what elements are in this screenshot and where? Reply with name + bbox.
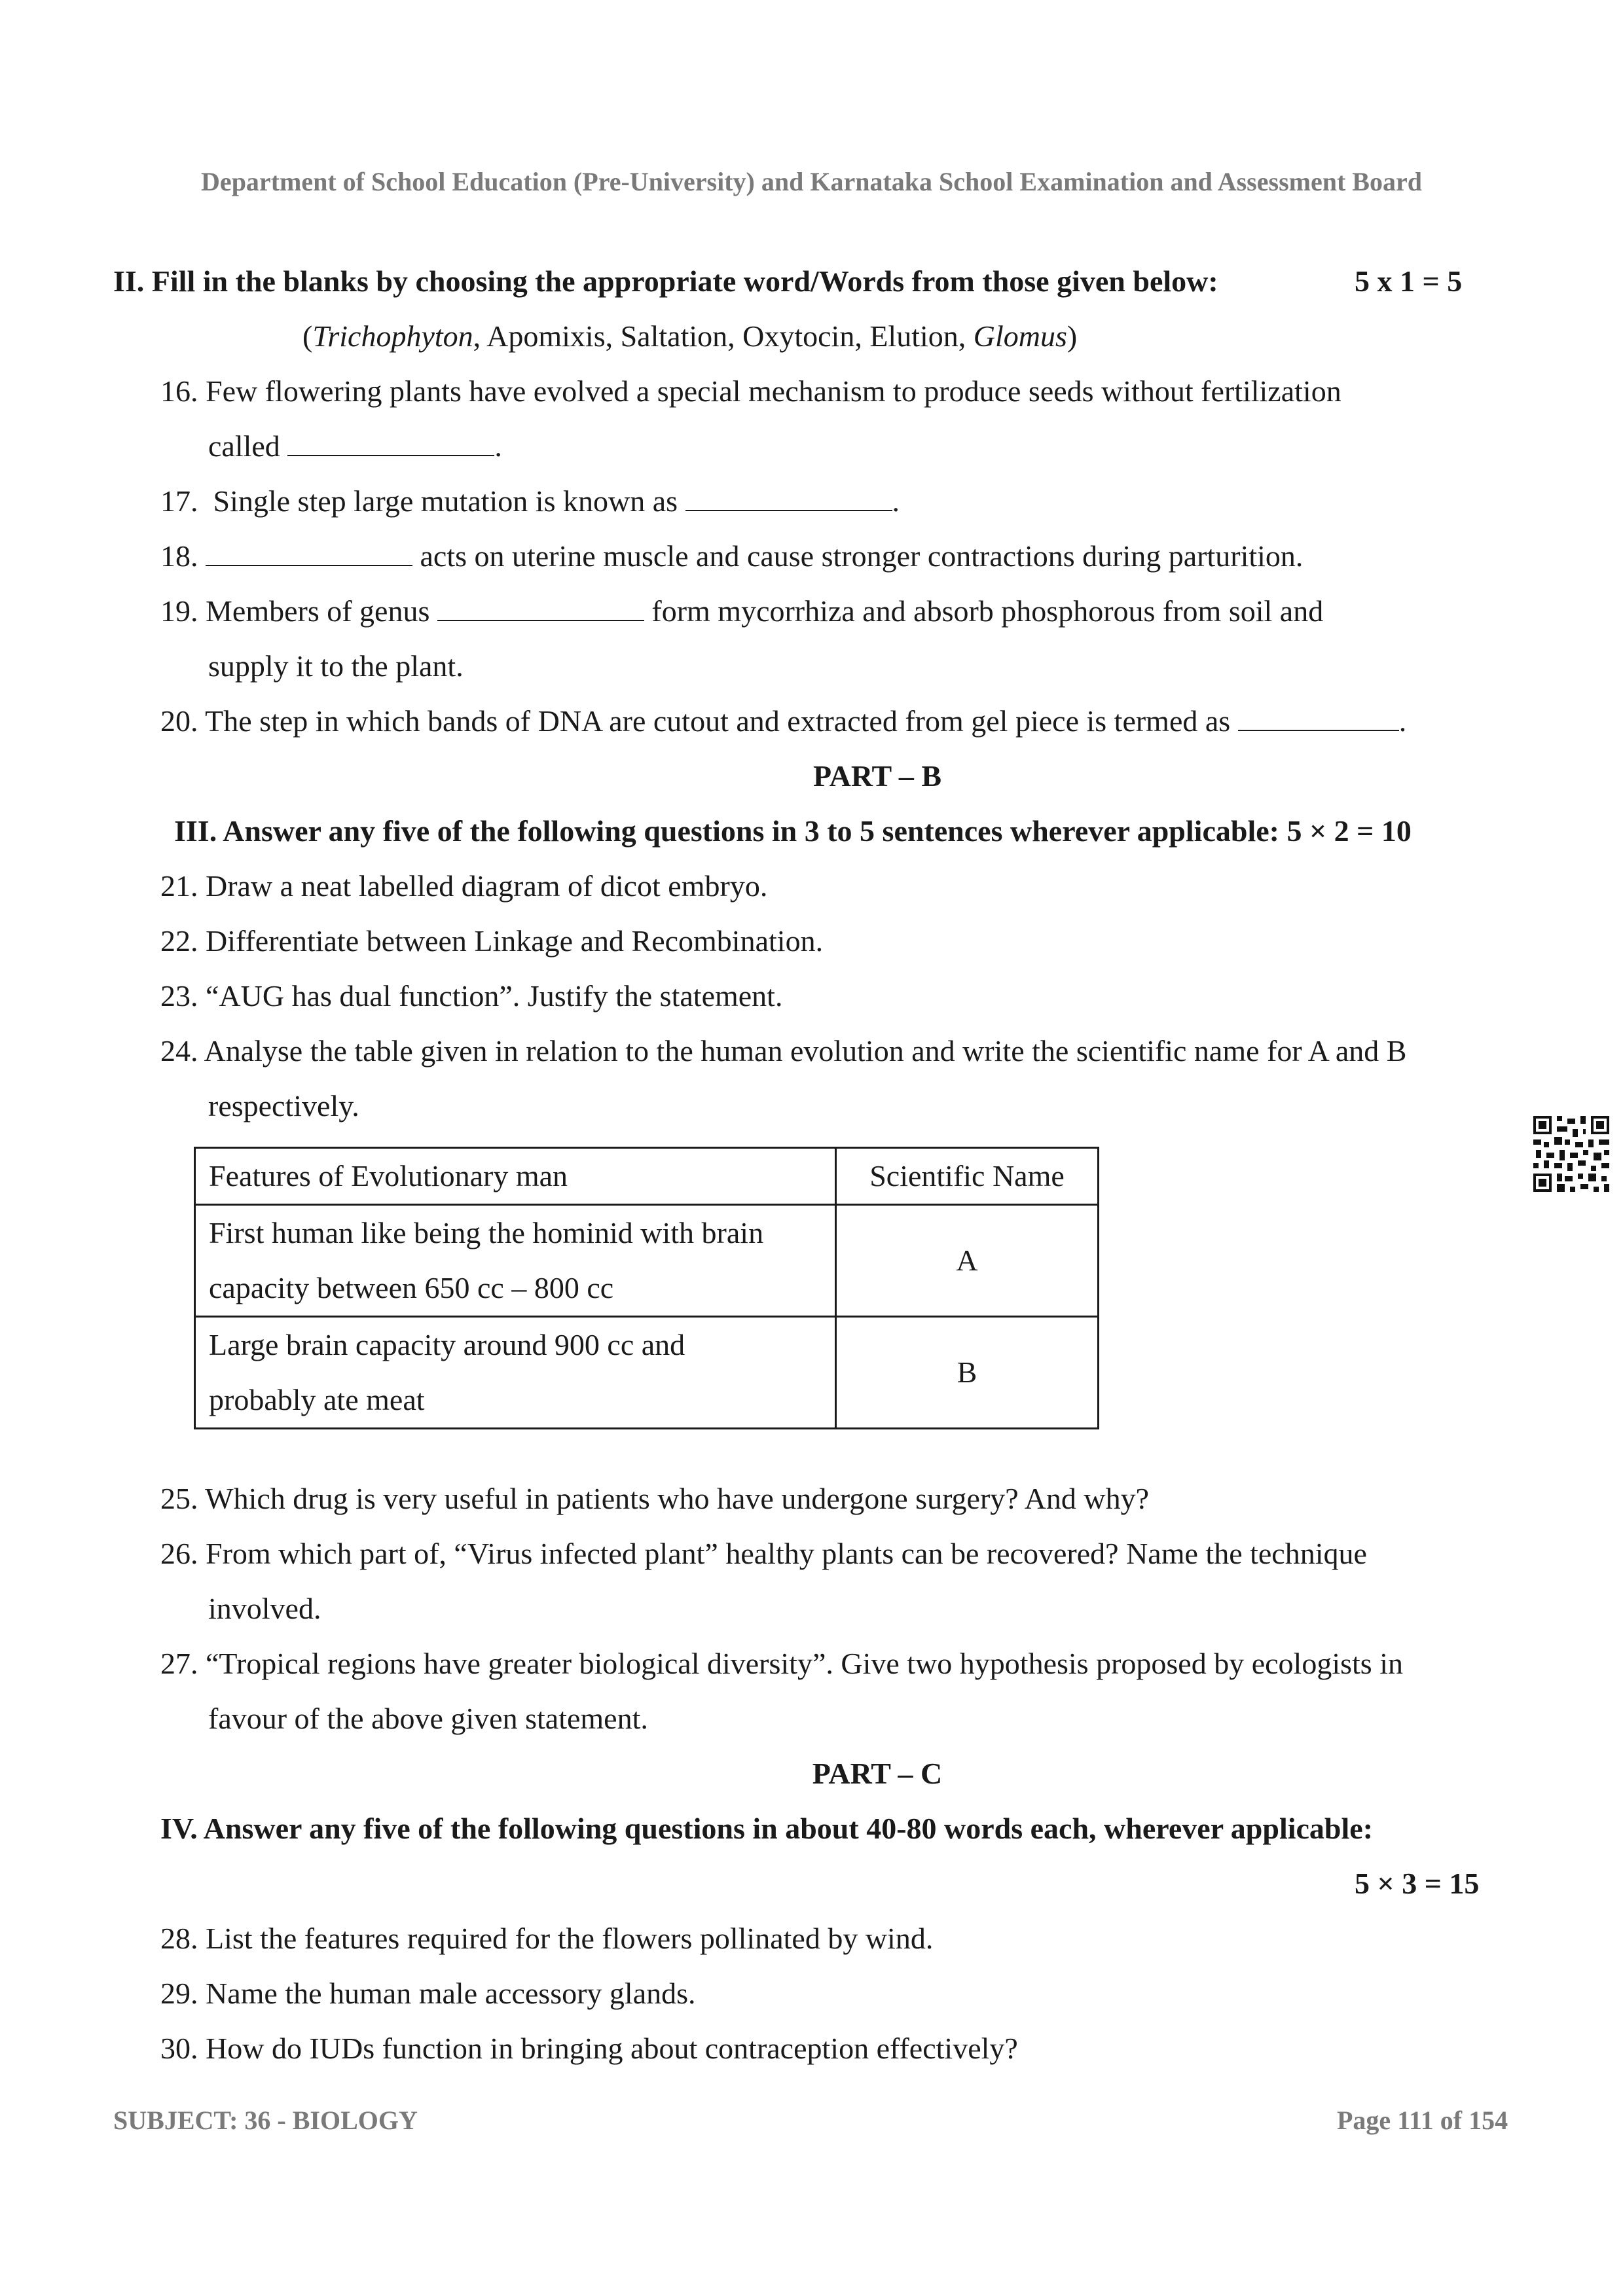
question-29 <box>160 1966 696 2021</box>
qr-code-icon <box>1533 1116 1609 1192</box>
q20-text: The step in which bands of DNA are cutout and extracted from gel piece is termed as <box>205 704 1231 738</box>
question-19-cont: supply it to the plant. <box>208 649 464 683</box>
options-middle: , Apomixis, Saltation, Oxytocin, Elution, <box>473 319 974 353</box>
part-c-heading: PART – C <box>812 1757 943 1790</box>
question-25 <box>160 1471 1149 1526</box>
section-4-title: IV. Answer any five of the following questions in about 40-80 words each, wherever applicable: <box>160 1812 1374 1845</box>
q25-number: 25. <box>160 1482 198 1515</box>
q29-number: 29. <box>160 1977 198 2010</box>
footer-subject: SUBJECT: 36 - BIOLOGY <box>113 2106 418 2135</box>
question-24-cont: respectively. <box>208 1089 359 1122</box>
q16-text: Few flowering plants have evolved a special mechanism to produce seeds without fertilization <box>206 374 1341 408</box>
question-16 <box>160 364 1341 419</box>
answer-blank[interactable] <box>206 543 412 566</box>
q25-text: Which drug is very useful in patients who have undergone surgery? And why? <box>205 1482 1150 1515</box>
question-30 <box>160 2021 1018 2076</box>
q19-number: 19. <box>160 594 198 628</box>
q26-number: 26. <box>160 1537 198 1570</box>
q19-text-a: Members of genus <box>206 594 430 628</box>
q18-text: acts on uterine muscle and cause stronger contractions during parturition. <box>420 539 1304 573</box>
question-27 <box>160 1636 1403 1691</box>
section-2-title: II. Fill in the blanks by choosing the appropriate word/Words from those given below: <box>113 264 1218 298</box>
q28-number: 28. <box>160 1922 198 1955</box>
options-close: ) <box>1067 319 1078 353</box>
q30-number: 30. <box>160 2032 198 2065</box>
q21-number: 21. <box>160 869 198 903</box>
q23-number: 23. <box>160 979 198 1013</box>
question-28 <box>160 1911 933 1966</box>
table-header-row <box>195 1148 1099 1205</box>
options-line <box>302 309 1077 364</box>
question-16-cont <box>208 419 502 474</box>
question-20 <box>160 694 1406 749</box>
part-b-heading: PART – B <box>812 759 942 793</box>
evolution-table <box>194 1147 1099 1429</box>
question-18 <box>160 529 1303 584</box>
option-trichophyton: Trichophyton <box>312 319 473 353</box>
table-cell-features <box>195 1317 836 1429</box>
board-header: Department of School Education (Pre-University) and Karnataka School Examination and Assessment Board <box>201 167 1422 196</box>
q24-text: Analyse the table given in relation to the human evolution and write the scientific name for A and B <box>204 1034 1407 1067</box>
section-3-marks: 5 × 2 = 10 <box>1286 814 1412 848</box>
q21-text: Draw a neat labelled diagram of dicot embryo. <box>206 869 768 903</box>
question-22 <box>160 914 823 969</box>
question-26-cont: involved. <box>208 1592 321 1625</box>
q17-text: Single step large mutation is known as <box>213 484 678 518</box>
q29-text: Name the human male accessory glands. <box>206 1977 696 2010</box>
question-26 <box>160 1526 1367 1581</box>
question-27-cont: favour of the above given statement. <box>208 1702 648 1735</box>
question-17 <box>160 474 900 529</box>
question-21 <box>160 859 767 914</box>
q16-number: 16. <box>160 374 198 408</box>
q24-number: 24. <box>160 1034 198 1067</box>
q26-text: From which part of, “Virus infected plant” healthy plants can be recovered? Name the technique <box>206 1537 1367 1570</box>
q20-number: 20. <box>160 704 198 738</box>
q28-text: List the features required for the flowers pollinated by wind. <box>206 1922 934 1955</box>
row-a-line1: First human like being the hominid with brain <box>209 1216 764 1249</box>
section-4-marks: 5 × 3 = 15 <box>1355 1867 1480 1900</box>
q27-number: 27. <box>160 1647 198 1680</box>
answer-blank[interactable] <box>437 598 644 621</box>
option-glomus: Glomus <box>973 319 1067 353</box>
table-header-scientific-name: Scientific Name <box>836 1148 1099 1205</box>
q17-period: . <box>892 484 900 518</box>
answer-blank[interactable] <box>1238 708 1399 731</box>
section-2-marks: 5 x 1 = 5 <box>1355 264 1463 298</box>
q22-number: 22. <box>160 924 198 958</box>
table-cell-features <box>195 1205 836 1317</box>
row-a-line2: capacity between 650 cc – 800 cc <box>209 1271 614 1304</box>
footer-page-number: Page 111 of 154 <box>1337 2106 1508 2135</box>
answer-blank[interactable] <box>287 433 494 456</box>
table-row <box>195 1205 1099 1317</box>
q23-text: “AUG has dual function”. Justify the statement. <box>206 979 783 1013</box>
table-row <box>195 1317 1099 1429</box>
question-19 <box>160 584 1323 639</box>
table-cell-name: B <box>836 1317 1099 1429</box>
table-header-features: Features of Evolutionary man <box>195 1148 836 1205</box>
q19-text-b: form mycorrhiza and absorb phosphorous from soil and <box>651 594 1324 628</box>
q16-called: called <box>208 429 280 463</box>
q20-period: . <box>1398 704 1407 738</box>
q30-text: How do IUDs function in bringing about contraception effectively? <box>206 2032 1018 2065</box>
answer-blank[interactable] <box>685 488 892 511</box>
options-open: ( <box>302 319 313 353</box>
section-3-text: III. Answer any five of the following questions in 3 to 5 sentences wherever applicable: <box>174 814 1279 848</box>
question-23 <box>160 969 782 1024</box>
q22-text: Differentiate between Linkage and Recombination. <box>206 924 824 958</box>
q27-text: “Tropical regions have greater biological diversity”. Give two hypothesis proposed by ecologists in <box>206 1647 1403 1680</box>
q17-number: 17. <box>160 484 198 518</box>
row-b-line1: Large brain capacity around 900 cc and <box>209 1328 685 1361</box>
section-3-title <box>174 804 1412 859</box>
row-b-line2: probably ate meat <box>209 1383 425 1416</box>
table-cell-name: A <box>836 1205 1099 1317</box>
q16-period: . <box>494 429 502 463</box>
q18-number: 18. <box>160 539 198 573</box>
question-24 <box>160 1024 1406 1079</box>
